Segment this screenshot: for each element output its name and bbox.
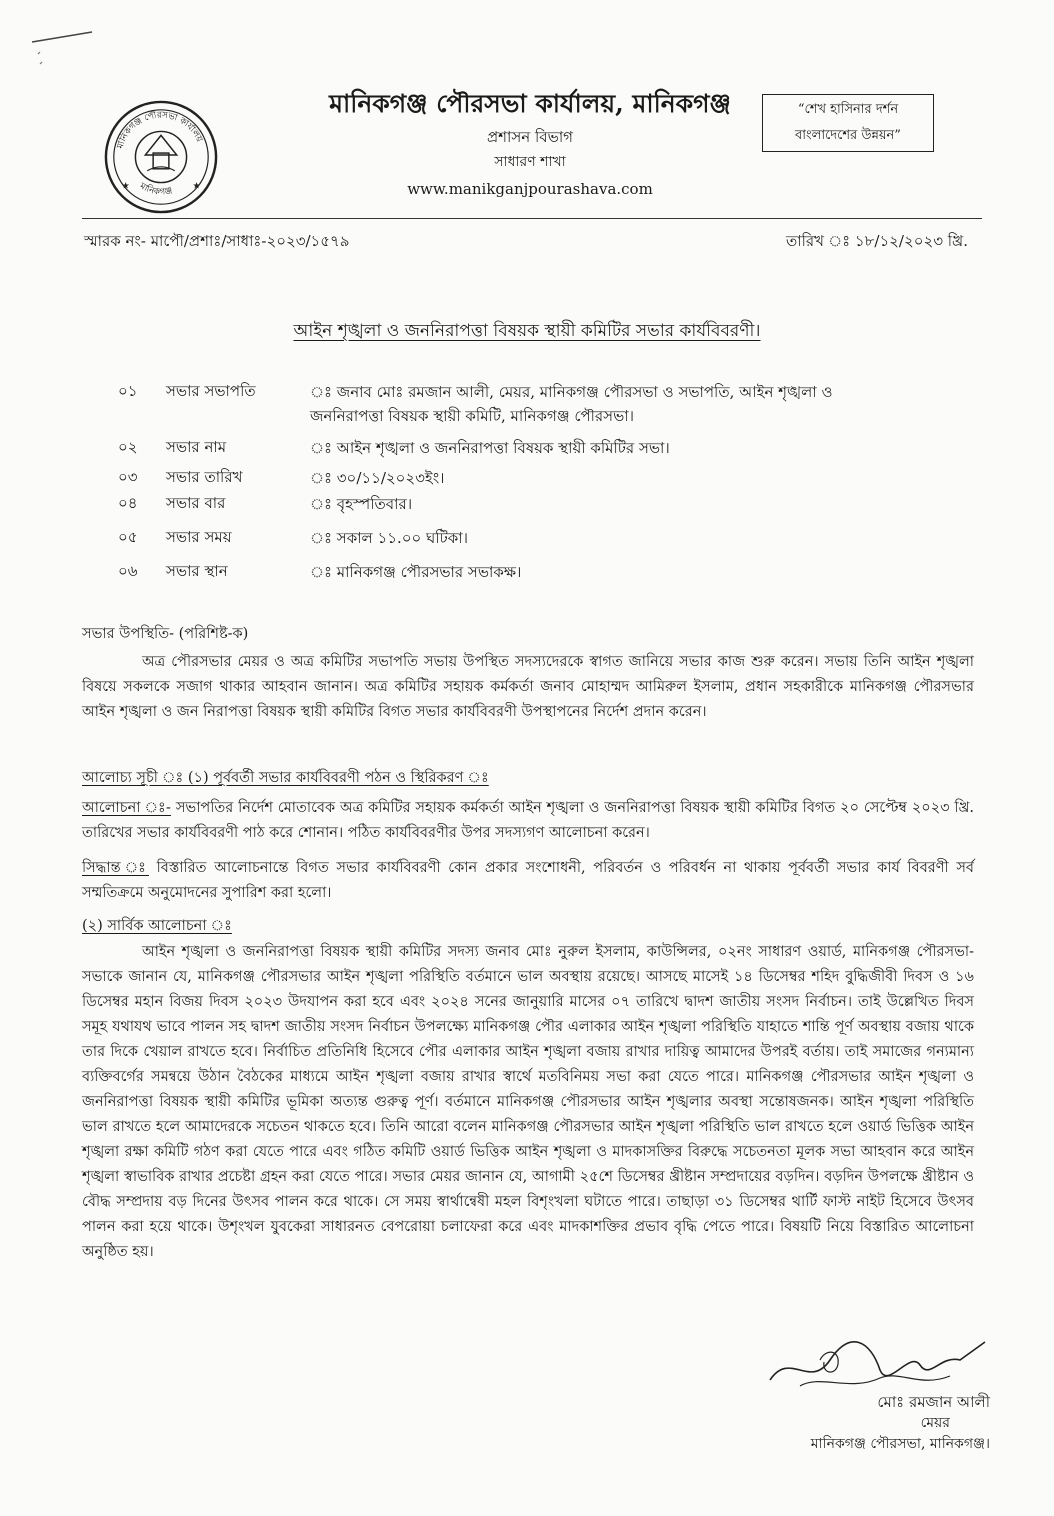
branch-name: সাধারণ শাখা <box>494 154 566 170</box>
signer-title: মেয়র <box>920 1415 950 1431</box>
discussion-text: সভাপতির নির্দেশ মোতাবেক অত্র কমিটির সহায়ক কর্মকর্তা আইন শৃঙ্খলা ও জননিরাপত্তা বিষয়ক স্থায়ী কমিটির বিগত ২০ সেপ্টেম্ব ২০২৩ খ্রি. তারিখের সভার কার্যবিবরণী পাঠ করে শোনান। পঠিত কার্যবিবরণীর উপর সদস্যগণ আলোচনা করেন। <box>82 800 974 841</box>
info-num: ০৪ <box>118 494 138 512</box>
info-num: ০২ <box>118 438 138 456</box>
slogan-line-2: বাংলাদেশের উন্নয়ন” <box>795 128 901 143</box>
document-title-text: আইন শৃঙ্খলা ও জননিরাপত্তা বিষয়ক স্থায়ী কমিটির সভার কার্যবিবরণী। <box>293 321 761 341</box>
decision-label: সিদ্ধান্ত ঃ <box>82 860 149 876</box>
agenda-1-heading <box>82 766 974 791</box>
office-name: মানিকগঞ্জ পৌরসভা কার্যালয়, মানিকগঞ্জ <box>329 89 731 118</box>
municipality-seal-icon <box>102 98 220 216</box>
svg-text:★: ★ <box>192 181 201 192</box>
slogan-line-1: “শেখ হাসিনার দর্শন <box>797 102 899 117</box>
agenda-2-heading-text: (২) সার্বিক আলোচনা ঃ <box>82 918 232 934</box>
info-label: সভার স্থান <box>166 562 228 580</box>
signature-block <box>811 1392 990 1455</box>
agenda-1-heading-text: আলোচ্য সূচী ঃ (১) পূর্ববর্তী সভার কার্যবিবরণী পঠন ও স্থিরিকরণ ঃ <box>82 770 489 786</box>
info-row <box>110 466 940 492</box>
info-row <box>110 492 940 526</box>
seal-text-bottom: মানিকগঞ্জ <box>137 181 174 198</box>
slogan-box <box>762 94 934 152</box>
memo-number: স্মারক নং- মাপৌ/প্রশাঃ/সাধাঃ-২০২৩/১৫৭৯ <box>84 232 350 250</box>
signer-office: মানিকগঞ্জ পৌরসভা, মানিকগঞ্জ। <box>810 1436 990 1452</box>
info-value: ঃ আইন শৃঙ্খলা ও জননিরাপত্তা বিষয়ক স্থায়ী কমিটির সভা। <box>310 439 670 457</box>
info-row <box>110 526 940 560</box>
info-value: ঃ মানিকগঞ্জ পৌরসভার সভাকক্ষ। <box>310 563 522 581</box>
info-value: ঃ সকাল ১১.০০ ঘটিকা। <box>310 529 468 547</box>
agenda-2-paragraph: আইন শৃঙ্খলা ও জননিরাপত্তা বিষয়ক স্থায়ী কমিটির সদস্য জনাব মোঃ নুরুল ইসলাম, কাউন্সিলর, ০২নং সাধারণ ওয়ার্ড, মানিকগঞ্জ পৌরসভা- সভাকে জানান যে, মানিকগঞ্জ পৌরসভার আইন শৃঙ্খলা পরিস্থিতি বর্তমানে ভাল অবস্থায় রয়েছে। আসছে মাসেই ১৪ ডিসেম্বর শহিদ বুদ্ধিজীবী দিবস ও ১৬ ডিসেম্বর মহান বিজয় দিবস ২০২৩ উদযাপন করা হবে এবং ২০২৪ সনের জানুয়ারি মাসের ০৭ তারিখে দ্বাদশ জাতীয় সংসদ নির্বাচন। তাই উল্লেখিত দিবস সমূহ যথাযথ ভাবে পালন সহ দ্বাদশ জাতীয় সংসদ নির্বাচন উপলক্ষ্যে মানিকগঞ্জ পৌর এলাকার আইন শৃঙ্খলা পরিস্থিতি যাহাতে শান্তি পূর্ণ অবস্থায় বজায় থাকে তার দিকে খেয়াল রাখতে হবে। নির্বাচিত প্রতিনিধি হিসেবে পৌর এলাকার আইন শৃঙ্খলা বজায় রাখার দায়িত্ব আমাদের উপরই বর্তায়। তাই সমাজের গন্যমান্য ব্যক্তিবর্গের সমন্বয়ে উঠান বৈঠকের মাধ্যমে আইন শৃঙ্খলা বজায় রাখার স্বার্থে মতবিনিময় সভা করা যেতে পারে। মানিকগঞ্জ পৌরসভার আইন শৃঙ্খলা ও জননিরাপত্তা বিষয়ক স্থায়ী কমিটির ভূমিকা অত্যন্ত গুরুত্ব পূর্ণ। বর্তমানে মানিকগঞ্জ পৌরসভার আইন শৃঙ্খলার অবস্থা সন্তোষজনক। আইন শৃঙ্খলা পরিস্থিতি ভাল রাখতে হলে আমাদেরকে সচেতন থাকতে হবে। তিনি আরো বলেন মানিকগঞ্জ পৌরসভার আইন শৃঙ্খলা পরিস্থিতি ভাল রাখতে হলে ওয়ার্ড ভিত্তিক আইন শৃঙ্খলা রক্ষা কমিটি গঠণ করা যেতে পারে এবং গঠিত কমিটি ওয়ার্ড ভিত্তিক আইন শৃঙ্খলা ও মাদকাসক্তির বিরুদ্ধে সচেতনতা মূলক সভা আহবান করে আইন শৃঙ্খলা স্বাভাবিক রাখার প্রচেষ্টা গ্রহন করা যেতে পারে। সভার মেয়র জানান যে, আগামী ২৫শে ডিসেম্বর খ্রীষ্টান সম্প্রদায়ের বড়দিন। বড়দিন উপলক্ষে খ্রীষ্টান ও বৌদ্ধ সম্প্রদায় বড় দিনের উৎসব পালন করে থাকে। সে সময় স্বার্থান্বেষী মহল বিশৃংখলা ঘটাতে পারে। তাছাড়া ৩১ ডিসেম্বর থার্টি ফাস্ট নাইট হিসেবে উৎসব পালন করা হয়ে থাকে। উশৃংখল যুবকেরা সাধারনত বেপরোয়া চলাফেরা করে এবং মাদকাশক্তির প্রভাব বৃদ্ধি পেতে পারে। বিষয়টি নিয়ে বিস্তারিত আলোচনা অনুষ্ঠিত হয়। <box>82 944 974 1260</box>
info-num: ০১ <box>118 382 138 400</box>
svg-text:মানিকগঞ্জ পৌরসভা কার্যালয় <box>115 110 204 151</box>
seal-text-top: মানিকগঞ্জ পৌরসভা কার্যালয় <box>115 110 204 151</box>
info-value: ঃ ৩০/১১/২০২৩ইং। <box>310 469 445 487</box>
agenda-1-discussion <box>82 796 974 846</box>
info-label: সভার তারিখ <box>166 468 243 486</box>
info-num: ০৬ <box>118 562 138 580</box>
discussion-label: আলোচনা ঃ- <box>82 800 171 816</box>
info-label: সভার সময় <box>166 528 232 546</box>
meeting-info <box>110 380 940 590</box>
info-row <box>110 436 940 466</box>
agenda-1-decision <box>82 856 974 906</box>
attendance-line: সভার উপস্থিতি- (পরিশিষ্ট-ক) <box>82 626 249 642</box>
info-label: সভার নাম <box>166 438 227 456</box>
info-num: ০৫ <box>118 528 138 546</box>
info-row <box>110 380 940 436</box>
website-link[interactable]: www.manikganjpourashava.com <box>407 180 653 198</box>
info-value-line-2: জননিরাপত্তা বিষয়ক স্থায়ী কমিটি, মানিকগঞ্জ পৌরসভা। <box>310 407 634 425</box>
header-divider <box>82 218 982 219</box>
letterhead <box>280 86 780 202</box>
intro-paragraph: অত্র পৌরসভার মেয়র ও অত্র কমিটির সভাপতি সভায় উপস্থিত সদস্যদেরকে স্বাগত জানিয়ে সভার কাজ শুরু করেন। সভায় তিনি আইন শৃঙ্খলা বিষয়ে সকলকে সজাগ থাকার আহবান জানান। অত্র কমিটির সহায়ক কর্মকর্তা জনাব মোহাম্মদ আমিরুল ইসলাম, প্রধান সহকারীকে মানিকগঞ্জ পৌরসভার আইন শৃঙ্খলা ও জন নিরাপত্তা বিষয়ক স্থায়ী কমিটির বিগত সভার কার্যবিবরণী উপস্থাপনের নির্দেশ প্রদান করেন। <box>82 654 974 720</box>
memo-date: তারিখ ঃ ১৮/১২/২০২৩ খ্রি. <box>785 232 968 250</box>
signer-name: মোঃ রমজান আলী <box>877 1393 990 1411</box>
info-value: ঃ জনাব মোঃ রমজান আলী, মেয়র, মানিকগঞ্জ পৌরসভা ও সভাপতি, আইন শৃঙ্খলা ও <box>310 383 833 401</box>
agenda-2-heading <box>82 914 974 939</box>
document-title <box>0 318 1054 346</box>
signature-icon <box>760 1330 990 1400</box>
svg-text:মানিকগঞ্জ <box>137 181 173 198</box>
info-label: সভার সভাপতি <box>166 382 256 400</box>
division-name: প্রশাসন বিভাগ <box>486 128 574 146</box>
info-num: ০৩ <box>118 468 138 486</box>
pen-mark-icon <box>30 28 100 68</box>
info-row <box>110 560 940 590</box>
decision-text: বিস্তারিত আলোচনান্তে বিগত সভার কার্যবিবরণী কোন প্রকার সংশোধনী, পরিবর্তন ও পরিবর্ধন না থাকায় পূর্ববর্তী সভার কার্য বিবরণী সর্ব সম্মতিক্রমে অনুমোদনের সুপারিশ করা হলো। <box>82 860 974 901</box>
info-value: ঃ বৃহস্পতিবার। <box>310 495 413 513</box>
svg-text:★: ★ <box>121 181 130 192</box>
info-label: সভার বার <box>166 494 226 512</box>
